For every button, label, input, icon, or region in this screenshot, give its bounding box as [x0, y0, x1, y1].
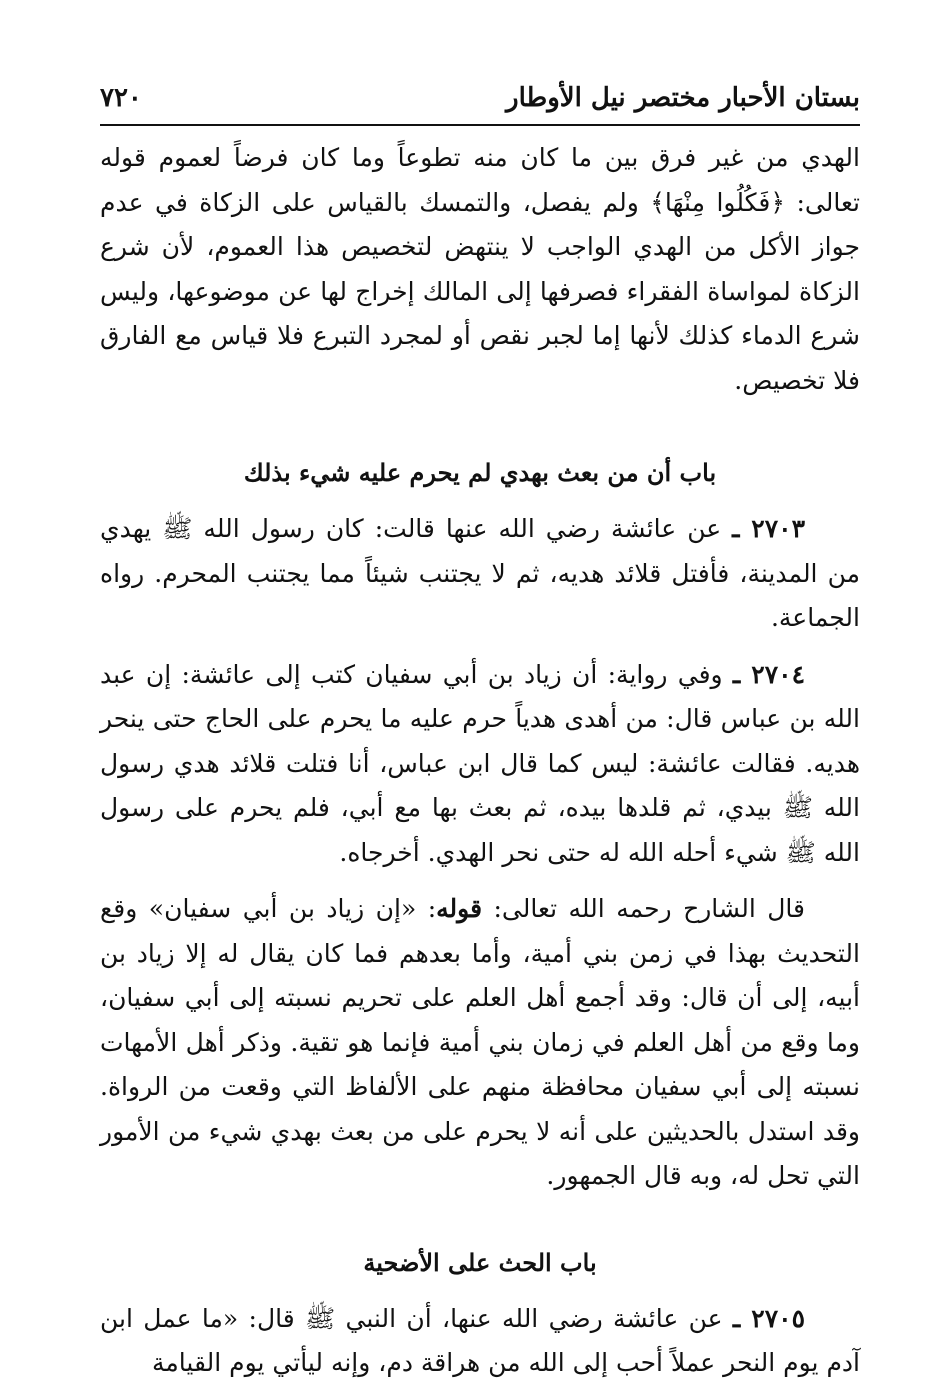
section-title-2: باب الحث على الأضحية	[363, 1247, 597, 1277]
hadith-2705	[100, 1297, 860, 1386]
hadith-text: عن عائشة رضي الله عنها قالت: كان رسول الله ﷺ يهدي من المدينة، فأفتل قلائد هديه، ثم لا يجتنب شيئاً مما يجتنب المحرم. رواه الجماعة.	[100, 514, 860, 632]
commentary-intro: قال الشارح رحمه الله تعالى:	[482, 894, 805, 923]
commentary-text: : «إن زياد بن أبي سفيان» وقع التحديث بهذا في زمن بني أمية، وأما بعدهم فما كان يقال له إلا زياد بن أبيه، إلى أن قال: وقد أجمع أهل العلم على تحريم نسبته إلى أبي سفيان، وما وقع من أهل العلم في زمان بني أمية فإنما هو تقية. وذكر أهل الأمهات نسبته إلى أبي سفيان محافظة منهم على الألفاظ التي وقعت من الرواة. وقد استدل بالحديثين على أنه لا يحرم على من بعث بهدي شيء من الأمور التي تحل له، وبه قال الجمهور.	[100, 894, 861, 1190]
section-title-1: باب أن من بعث بهدي لم يحرم عليه شيء بذلك	[243, 458, 717, 487]
hadith-2704	[100, 653, 860, 876]
hadith-number: ٢٧٠٥ ـ	[732, 1303, 806, 1333]
hadith-2703	[100, 507, 860, 641]
hadith-number: ٢٧٠٣ ـ	[732, 514, 805, 543]
intro-paragraph: الهدي من غير فرق بين ما كان منه تطوعاً وما كان فرضاً لعموم قوله تعالى: ﴿فَكُلُوا مِنْهَا﴾ ولم يفصل، والتمسك بالقياس على الزكاة في عدم جواز الأكل من الهدي الواجب لا ينتهض لتخصيص هذا العموم، لأن شرع الزكاة لمواساة الفقراء فصرفها إلى المالك إخراج لها عن موضوعها، وليس شرع الدماء كذلك لأنها إما لجبر نقص أو لمجرد التبرع فلا قياس مع الفارق فلا تخصيص.	[100, 143, 860, 395]
page-content	[100, 136, 860, 1386]
book-title: بستان الأحبار مختصر نيل الأوطار	[506, 83, 860, 113]
running-header	[100, 78, 860, 126]
hadith-number: ٢٧٠٤ ـ	[732, 659, 806, 689]
commentary-keyword: قوله	[436, 894, 483, 923]
commentary-paragraph	[100, 887, 860, 1199]
hadith-text: وفي رواية: أن زياد بن أبي سفيان كتب إلى عائشة: إن عبد الله بن عباس قال: من أهدى هدياً حرم عليه ما يحرم على الحاج حتى ينحر هديه. فقالت عائشة: ليس كما قال ابن عباس، أنا فتلت قلائد هدي رسول الله ﷺ بيدي، ثم قلدها بيده، ثم بعث بها مع أبي، فلم يحرم على رسول الله ﷺ شيء أحله الله له حتى نحر الهدي. أخرجاه.	[100, 659, 860, 867]
hadith-text: عن عائشة رضي الله عنها، أن النبي ﷺ قال: «ما عمل ابن آدم يوم النحر عملاً أحب إلى الله من هراقة دم، وإنه ليأتي يوم القيامة	[100, 1303, 860, 1377]
page-number: ٧٢٠	[100, 83, 142, 113]
